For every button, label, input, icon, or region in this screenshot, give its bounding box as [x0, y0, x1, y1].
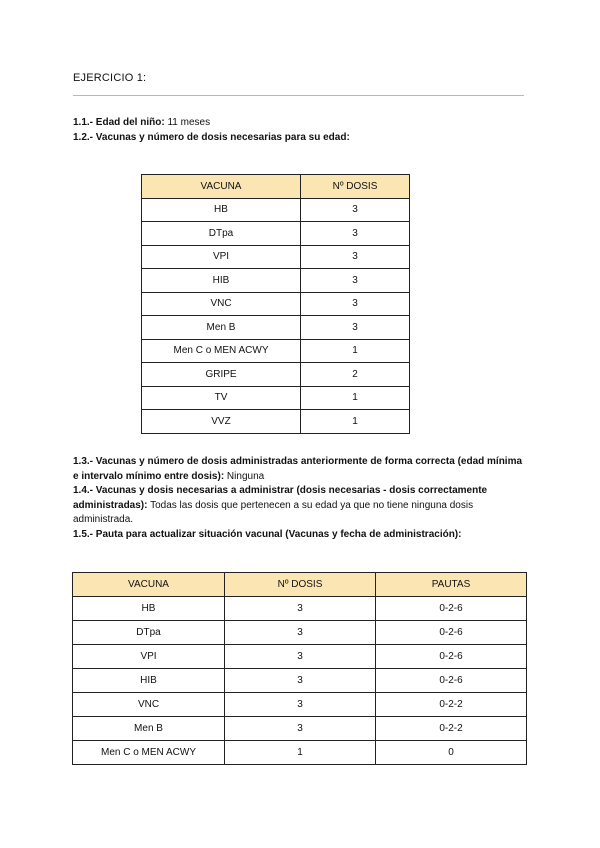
table-row: [73, 717, 527, 741]
dose-cell: 3: [301, 222, 410, 246]
vaccine-cell: VPI: [142, 245, 301, 269]
column-header-pautas: PAUTAS: [376, 573, 527, 597]
table-row: [142, 245, 410, 269]
doses-to-administer-value: Todas las dosis que pertenecen a su edad ya que no tiene ninguna dosis administrada.: [73, 499, 474, 525]
dose-cell: 3: [301, 269, 410, 293]
dose-cell: 3: [225, 645, 376, 669]
vaccine-cell: VPI: [73, 645, 225, 669]
vaccine-cell: VVZ: [142, 410, 301, 434]
table-row: [73, 669, 527, 693]
vaccine-cell: Men B: [142, 316, 301, 340]
schedule-cell: 0-2-6: [376, 645, 527, 669]
schedule-cell: 0-2-2: [376, 717, 527, 741]
administered-doses-label: 1.3.- Vacunas y número de dosis administradas anteriormente de forma correcta (edad mínima e intervalo mínimo entre dosis):: [73, 456, 523, 482]
table-row: [142, 339, 410, 363]
required-vaccines-table: [141, 174, 410, 434]
dose-cell: 1: [225, 741, 376, 765]
vaccine-cell: HIB: [142, 269, 301, 293]
vaccine-cell: Men C o MEN ACWY: [73, 741, 225, 765]
dose-cell: 2: [301, 363, 410, 387]
column-header-dosis: Nº DOSIS: [301, 175, 410, 199]
table-row: [142, 316, 410, 340]
schedule-heading: [73, 528, 461, 542]
table-row: [142, 198, 410, 222]
table-row: [73, 597, 527, 621]
dose-cell: 3: [225, 621, 376, 645]
dose-cell: 3: [225, 669, 376, 693]
dose-cell: 3: [225, 597, 376, 621]
dose-cell: 3: [225, 717, 376, 741]
vaccine-cell: TV: [142, 386, 301, 410]
table-row: [142, 292, 410, 316]
vaccine-cell: HB: [142, 198, 301, 222]
vaccine-cell: HB: [73, 597, 225, 621]
vaccine-cell: DTpa: [142, 222, 301, 246]
vaccine-cell: VNC: [142, 292, 301, 316]
table-row: [142, 386, 410, 410]
vaccine-cell: Men B: [73, 717, 225, 741]
table-row: [73, 645, 527, 669]
table-row: [142, 410, 410, 434]
schedule-cell: 0-2-6: [376, 597, 527, 621]
table-row: [73, 741, 527, 765]
vaccine-cell: Men C o MEN ACWY: [142, 339, 301, 363]
schedule-cell: 0-2-2: [376, 693, 527, 717]
table-header-row: [142, 175, 410, 199]
table-header-row: [73, 573, 527, 597]
table-row: [73, 693, 527, 717]
exercise-title: EJERCICIO 1:: [73, 72, 147, 84]
column-header-vacuna: VACUNA: [142, 175, 301, 199]
vaccine-cell: DTpa: [73, 621, 225, 645]
dose-cell: 1: [301, 386, 410, 410]
schedule-cell: 0-2-6: [376, 669, 527, 693]
child-age-value: 11 meses: [164, 117, 211, 128]
vaccine-cell: VNC: [73, 693, 225, 717]
header-divider: [73, 95, 524, 96]
vaccine-cell: GRIPE: [142, 363, 301, 387]
dose-cell: 1: [301, 410, 410, 434]
column-header-vacuna: VACUNA: [73, 573, 225, 597]
dose-cell: 3: [301, 198, 410, 222]
vaccine-schedule-table: [72, 572, 527, 765]
table-row: [142, 222, 410, 246]
schedule-cell: 0: [376, 741, 527, 765]
doses-to-administer-label: 1.4.- Vacunas y dosis necesarias a administrar (dosis necesarias - dosis correctamente administradas):: [73, 485, 488, 511]
schedule-cell: 0-2-6: [376, 621, 527, 645]
doses-to-administer-section: [73, 484, 528, 528]
child-age-label: 1.1.- Edad del niño:: [73, 117, 165, 128]
dose-cell: 3: [225, 693, 376, 717]
child-age-line: [73, 116, 210, 130]
dose-cell: 3: [301, 316, 410, 340]
administered-doses-section: [73, 455, 528, 484]
required-vaccines-heading: [73, 131, 350, 145]
table-row: [73, 621, 527, 645]
vaccine-cell: HIB: [73, 669, 225, 693]
dose-cell: 1: [301, 339, 410, 363]
column-header-dosis: Nº DOSIS: [225, 573, 376, 597]
schedule-label: 1.5.- Pauta para actualizar situación vacunal (Vacunas y fecha de administración):: [73, 529, 462, 540]
table-row: [142, 363, 410, 387]
administered-doses-value: Ninguna: [224, 470, 265, 482]
dose-cell: 3: [301, 292, 410, 316]
required-vaccines-label: 1.2.- Vacunas y número de dosis necesarias para su edad:: [73, 132, 350, 143]
dose-cell: 3: [301, 245, 410, 269]
table-row: [142, 269, 410, 293]
